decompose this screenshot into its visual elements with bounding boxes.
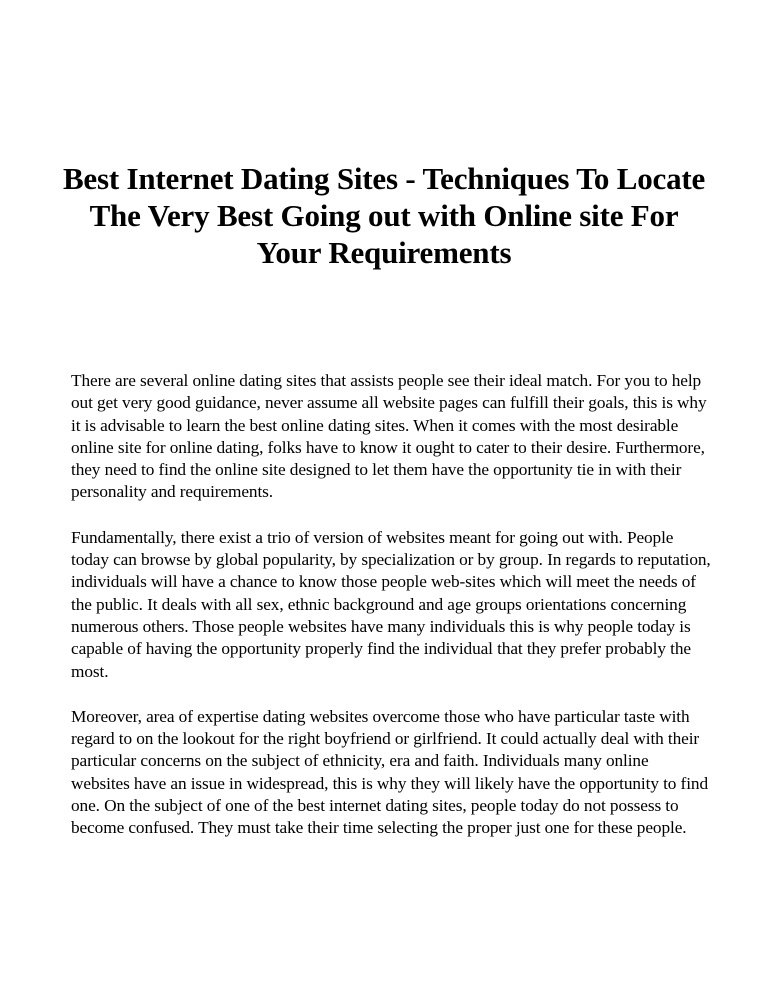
paragraph-1: There are several online dating sites that assists people see their ideal match. For you to help out get very good guidance, never assume all website pages can fulfill their goals, this is why it is advisable to learn the best online dating sites. When it comes with the most desirable online site for online dating, folks have to know it ought to cater to their desire. Furthermore, they need to find the online site designed to let them have the opportunity tie in with their personality and requirements.	[71, 371, 707, 502]
document-title: Best Internet Dating Sites - Techniques To Locate The Very Best Going out with Online site For Your Requirements	[62, 161, 706, 270]
paragraph-3: Moreover, area of expertise dating websites overcome those who have particular taste with regard to on the lookout for the right boyfriend or girlfriend. It could actually deal with their particular concerns on the subject of ethnicity, era and faith. Individuals many online websites have an issue in widespread, this is why they will likely have the opportunity to find one. On the subject of one of the best internet dating sites, people today do not possess to become confused. They must take their time selecting the proper just one for these people.	[71, 706, 708, 838]
paragraph-2: Fundamentally, there exist a trio of version of websites meant for going out with. People today can browse by global popularity, by specialization or by group. In regards to reputation, individuals will have a chance to know those people web-sites which will meet the needs of the public. It deals with all sex, ethnic background and age groups orientations concerning numerous others. Those people websites have many individuals this is why people today is capable of having the opportunity properly find the individual that they prefer probably the most.	[71, 527, 711, 681]
document-body	[71, 370, 711, 863]
